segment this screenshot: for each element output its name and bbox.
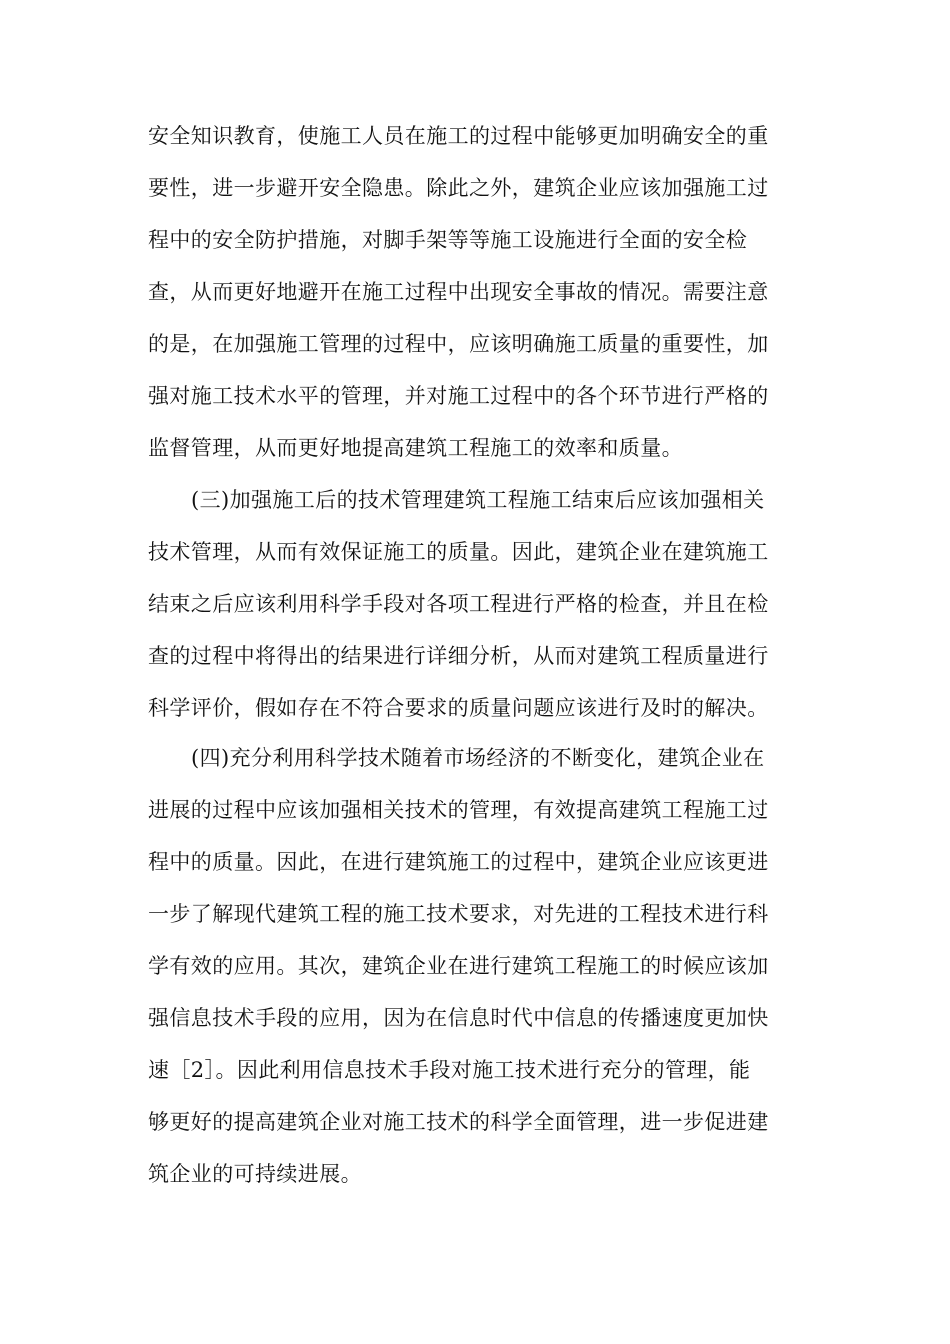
paragraph-3-line-7: 速［2］。因此利用信息技术手段对施工技术进行充分的管理，能 bbox=[148, 1058, 751, 1082]
paragraph-2-line-2: 技术管理，从而有效保证施工的质量。因此，建筑企业在建筑施工 bbox=[148, 540, 769, 564]
paragraph-1-line-7: 监督管理，从而更好地提高建筑工程施工的效率和质量。 bbox=[148, 436, 683, 460]
paragraph-3-line-5: 学有效的应用。其次，建筑企业在进行建筑工程施工的时候应该加 bbox=[148, 954, 769, 978]
paragraph-3-line-3: 程中的质量。因此，在进行建筑施工的过程中，建筑企业应该更进 bbox=[148, 850, 769, 874]
paragraph-2-line-5: 科学评价，假如存在不符合要求的质量问题应该进行及时的解决。 bbox=[148, 696, 769, 720]
paragraph-1-line-1: 安全知识教育，使施工人员在施工的过程中能够更加明确安全的重 bbox=[148, 124, 769, 148]
paragraph-1-line-2: 要性，进一步避开安全隐患。除此之外，建筑企业应该加强施工过 bbox=[148, 176, 769, 200]
paragraph-2-line-3: 结束之后应该利用科学手段对各项工程进行严格的检查，并且在检 bbox=[148, 592, 769, 616]
paragraph-2-line-4: 查的过程中将得出的结果进行详细分析，从而对建筑工程质量进行 bbox=[148, 644, 769, 668]
paragraph-3-line-1: (四)充分利用科学技术随着市场经济的不断变化，建筑企业在 bbox=[191, 746, 765, 770]
paragraph-1-line-5: 的是，在加强施工管理的过程中，应该明确施工质量的重要性，加 bbox=[148, 332, 769, 356]
paragraph-1-line-3: 程中的安全防护措施，对脚手架等等施工设施进行全面的安全检 bbox=[148, 228, 748, 252]
paragraph-1-line-6: 强对施工技术水平的管理，并对施工过程中的各个环节进行严格的 bbox=[148, 384, 769, 408]
paragraph-2-line-1: (三)加强施工后的技术管理建筑工程施工结束后应该加强相关 bbox=[191, 488, 765, 512]
paragraph-3-line-8: 够更好的提高建筑企业对施工技术的科学全面管理，进一步促进建 bbox=[148, 1110, 769, 1134]
paragraph-3-line-6: 强信息技术手段的应用，因为在信息时代中信息的传播速度更加快 bbox=[148, 1006, 769, 1030]
paragraph-3-line-4: 一步了解现代建筑工程的施工技术要求，对先进的工程技术进行科 bbox=[148, 902, 769, 926]
paragraph-1-line-4: 查，从而更好地避开在施工过程中出现安全事故的情况。需要注意 bbox=[148, 280, 769, 304]
paragraph-3-line-9: 筑企业的可持续进展。 bbox=[148, 1162, 362, 1186]
paragraph-3-line-2: 进展的过程中应该加强相关技术的管理，有效提高建筑工程施工过 bbox=[148, 798, 769, 822]
